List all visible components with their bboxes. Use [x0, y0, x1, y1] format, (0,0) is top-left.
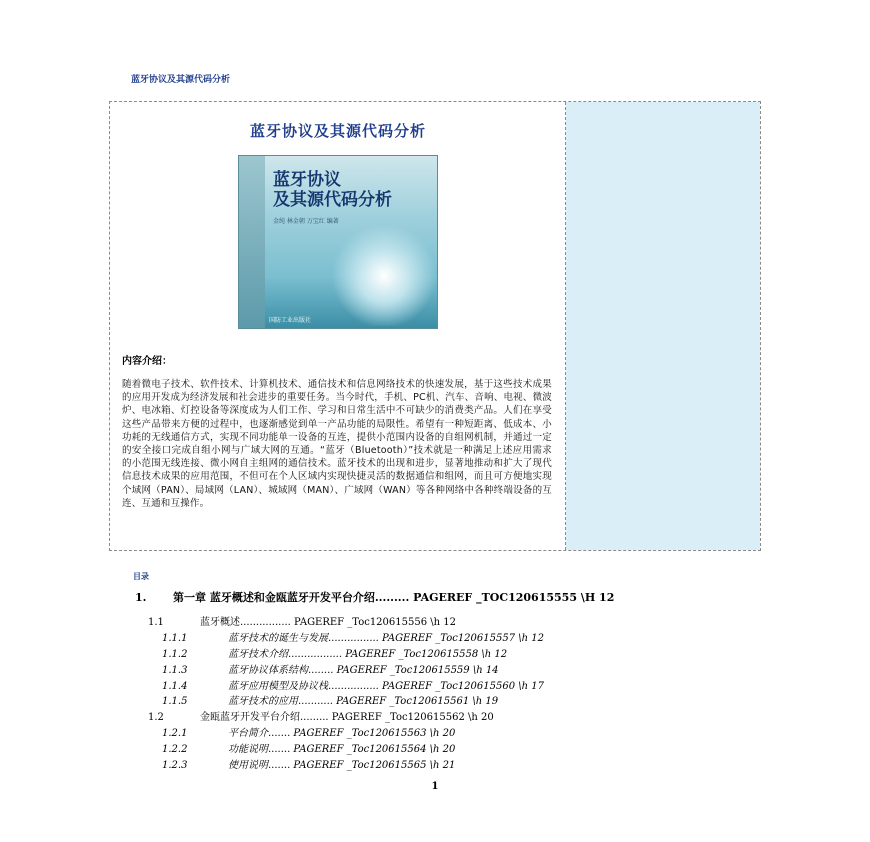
intro-text: 随着微电子技术、软件技术、计算机技术、通信技术和信息网络技术的快速发展，基于这些技术成果的应用开发成为经济发展和社会进步的重要任务。当今时代，手机、PC机、汽车、音响、电视、微波炉、电冰箱、灯控设备等深度成为人们工作、学习和日常生活中不可缺少的消费类产品。人们在享受这些产品带来方便的过程中，也逐渐感觉到单一产品功能的局限性。希望有一种短距离、低成本、小功耗的无线通信方式，实现不同功能单一设备的互连，提供小范围内设备的自组网机制，并通过一定的安全接口完成自组小网与广域大网的互通。“蓝牙（Bluetooth）”技术就是一种满足上述应用需求的小范围无线连接、微小网自主组网的通信技术。蓝牙技术的出现和进步，显著地推动和扩大了现代信息技术成果的应用范围，不但可在个人区域内实现快捷灵活的数据通信和组网，而且可方便地实现个域网（PAN）、局域网（LAN）、城域网（MAN）、广域网（WAN）等各种网络中各种终端设备的互连、互通和互操作。 — [122, 379, 552, 509]
toc-subsection-1-2-2[interactable] — [162, 740, 455, 755]
cover-title — [273, 170, 392, 210]
toc-subsection-num: 1.1.1 — [162, 633, 188, 644]
toc-subsection-text: 平台简介....... PAGEREF _Toc120615563 \h 20 — [228, 728, 456, 739]
toc-chapter-num: 1. — [135, 591, 147, 604]
toc-subsection-num: 1.2.1 — [162, 728, 188, 739]
page-number: 1 — [431, 781, 439, 792]
page-header-title: 蓝牙协议及其源代码分析 — [131, 75, 231, 85]
toc-subsection-text: 蓝牙协议体系结构........ PAGEREF _Toc120615559 \h 14 — [228, 665, 499, 676]
cover-glow — [329, 226, 438, 326]
toc-subsection-num: 1.1.5 — [162, 696, 188, 707]
book-cover-image — [238, 155, 438, 329]
toc-subsection-text: 蓝牙技术介绍................. PAGEREF _Toc120615558 \h 12 — [228, 649, 508, 660]
toc-subsection-num: 1.2.3 — [162, 760, 188, 771]
cover-title-line1: 蓝牙协议 — [273, 170, 341, 190]
intro-heading: 内容介绍： — [122, 356, 172, 367]
toc-heading: 目录 — [133, 572, 149, 581]
book-title: 蓝牙协议及其源代码分析 — [249, 122, 426, 140]
cover-stripe — [239, 156, 265, 328]
content-frame — [109, 101, 761, 551]
toc-section-1-2[interactable] — [148, 708, 494, 723]
toc-section-text: 金瓯蓝牙开发平台介绍......... PAGEREF _Toc120615562 \h 20 — [200, 712, 494, 723]
toc-subsection-num: 1.1.4 — [162, 681, 188, 692]
toc-subsection-text: 蓝牙应用模型及协议栈................ PAGEREF _Toc120615560 \h 17 — [228, 681, 544, 692]
toc-subsection-1-2-1[interactable] — [162, 724, 455, 739]
toc-subsection-1-1-3[interactable] — [162, 661, 499, 676]
toc-subsection-text: 蓝牙技术的诞生与发展................ PAGEREF _Toc120615557 \h 12 — [228, 633, 544, 644]
toc-subsection-num: 1.1.3 — [162, 665, 188, 676]
toc-section-num: 1.2 — [148, 712, 164, 723]
toc-subsection-num: 1.1.2 — [162, 649, 188, 660]
toc-section-num: 1.1 — [148, 617, 164, 628]
toc-chapter-1[interactable] — [135, 589, 614, 605]
toc-subsection-1-2-3[interactable] — [162, 756, 455, 771]
toc-subsection-1-1-4[interactable] — [162, 677, 544, 692]
cover-title-line2: 及其源代码分析 — [273, 190, 392, 210]
toc-subsection-text: 蓝牙技术的应用........... PAGEREF _Toc120615561 \h 19 — [228, 696, 499, 707]
toc-section-1-1[interactable] — [148, 613, 456, 628]
toc-subsection-text: 功能说明....... PAGEREF _Toc120615564 \h 20 — [228, 744, 456, 755]
toc-subsection-text: 使用说明....... PAGEREF _Toc120615565 \h 21 — [228, 760, 456, 771]
toc-chapter-title: 第一章 蓝牙概述和金瓯蓝牙开发平台介绍......... PAGEREF _TOC120615555 \H 12 — [173, 591, 615, 604]
toc-subsection-1-1-1[interactable] — [162, 629, 544, 644]
cover-publisher: 国防工业出版社 — [269, 317, 312, 324]
toc-subsection-1-1-2[interactable] — [162, 645, 507, 660]
cover-authors: 金纯 林金朝 万宝红 编著 — [273, 218, 339, 225]
toc-section-text: 蓝牙概述................ PAGEREF _Toc120615556 \h 12 — [200, 617, 456, 628]
toc-subsection-num: 1.2.2 — [162, 744, 188, 755]
frame-right-panel — [566, 102, 760, 550]
frame-left-panel — [110, 102, 566, 550]
toc-subsection-1-1-5[interactable] — [162, 692, 498, 707]
